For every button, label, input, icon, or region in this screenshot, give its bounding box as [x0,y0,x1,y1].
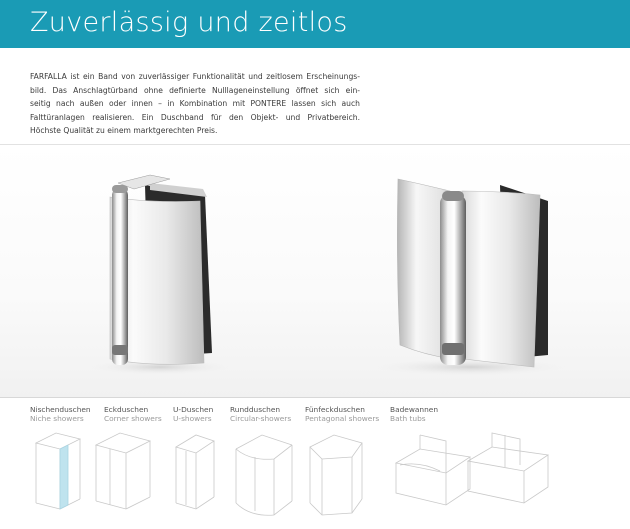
shower-type-label-de: Rundduschen [230,405,281,414]
shower-type-label-de: Badewannen [390,405,439,414]
product-photos [0,145,630,397]
pentagonal-shower-icon [310,435,362,515]
shower-type-label-en: Niche showers [30,414,84,423]
shower-type-label-en: Pentagonal showers [305,414,380,423]
shower-type-label-de: Nischenduschen [30,405,91,414]
intro-line: Höchste Qualität zu einem marktgerechten Preis. [30,126,218,136]
circular-shower-icon [236,435,292,515]
shower-type-label-de: Fünfeckduschen [305,405,365,414]
intro-line: FARFALLA ist ein Band von zuverlässiger Funktionalität und zeitlosem Erscheinungs- [30,72,360,81]
bath-tub-icon [468,433,548,503]
shower-type-label-de: Eckduschen [104,405,149,414]
shower-type-label-en: Bath tubs [390,414,426,423]
shower-type-label-en: Circular-showers [230,414,292,423]
glass-door-hinge-small [90,175,230,375]
page-title: Zuverlässig und zeitlos [30,7,348,38]
shower-type-label-de: U-Duschen [173,405,214,414]
intro-line: bild. Das Anschlagtürband ohne definierte Nulllageneinstellung öffnet sich ein- [30,85,360,95]
shower-type-label-en: U-showers [173,414,212,423]
u-shower-icon [176,435,214,509]
niche-shower-icon [36,433,80,509]
shower-type-icons [0,405,630,529]
bath-tub-icon [396,435,470,505]
intro-paragraph [30,70,360,138]
product-photo-area [0,145,630,397]
corner-shower-icon [96,433,150,509]
header-banner [0,0,630,48]
divider [0,397,630,398]
shower-type-label-en: Corner showers [104,414,162,423]
intro-line: seitig nach außen oder innen – in Kombination mit PONTERE lassen sich auch [30,99,360,109]
shower-types [0,405,630,529]
intro-line: Falttüranlagen realisieren. Ein Duschband für den Objekt- und Privatbereich. [30,112,360,122]
glass-door-hinge-large [375,179,565,376]
